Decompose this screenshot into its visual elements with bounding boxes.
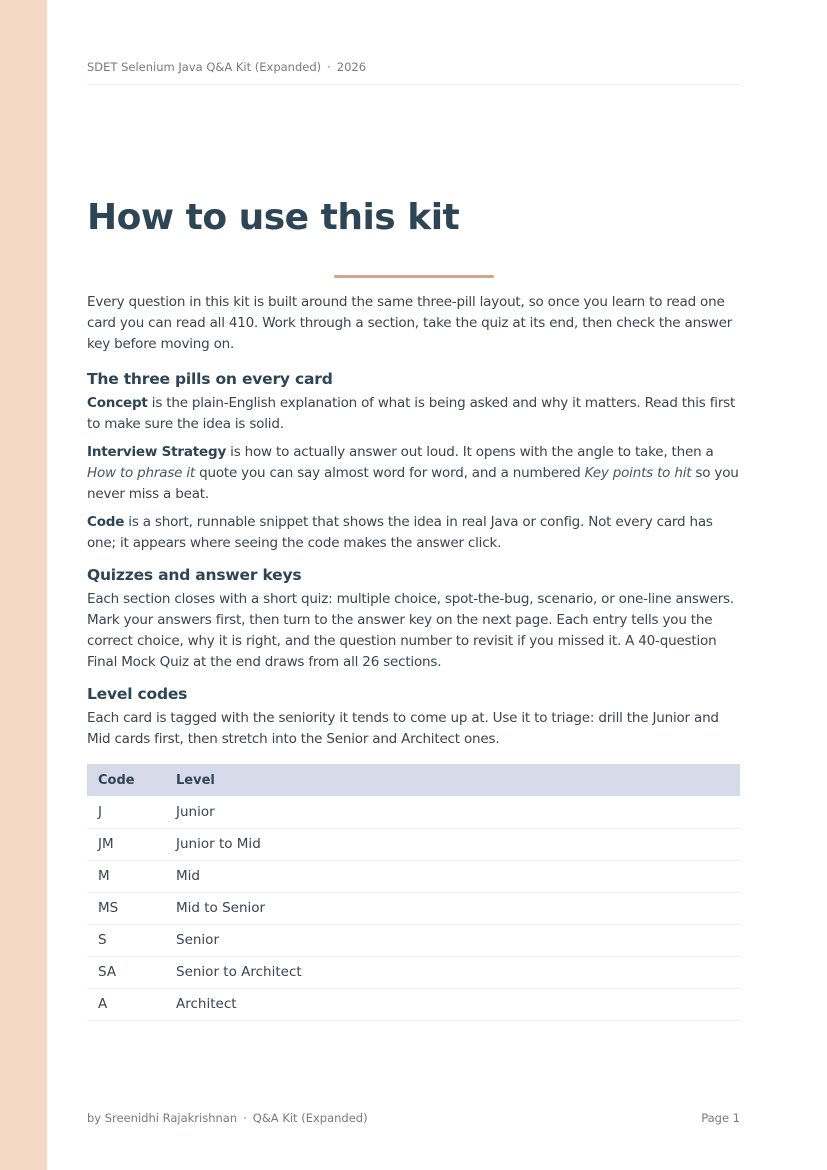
table-row [87,988,740,1020]
quizzes-heading: Quizzes and answer keys [87,566,302,584]
strategy-text-1: is how to actually answer out loud. It opens with the angle to take, then a [226,444,714,460]
table-row [87,924,740,956]
concept-paragraph [87,393,740,435]
level-codes-table [87,764,740,1021]
pills-heading: The three pills on every card [87,370,333,388]
phrase-label: How to phrase it [87,465,196,481]
table-row [87,892,740,924]
code-paragraph [87,512,740,554]
column-header-code: Code [87,764,165,796]
table-row [87,796,740,828]
level-code-cell: A [87,988,165,1020]
levels-section [87,684,740,1021]
concept-term: Concept [87,395,148,411]
footer-kit: Q&A Kit (Expanded) [252,1111,368,1125]
strategy-text-3: so you never miss a beat. [87,465,739,502]
header-separator: · [327,60,331,74]
level-name-cell: Junior to Mid [165,828,740,860]
table-row [87,956,740,988]
level-name-cell: Mid to Senior [165,892,740,924]
level-code-cell: J [87,796,165,828]
footer-author: by Sreenidhi Rajakrishnan [87,1111,238,1125]
strategy-term: Interview Strategy [87,444,227,460]
code-term: Code [87,514,125,530]
header-doc-title: SDET Selenium Java Q&A Kit (Expanded) [87,60,322,74]
intro-paragraph: Every question in this kit is built around the same three-pill layout, so once you learn to read one card you can read all 410. Work through a section, take the quiz at its end, then check the answer key before moving on. [87,294,733,352]
title-divider [334,275,494,278]
quizzes-section [87,565,740,673]
table-row [87,860,740,892]
level-name-cell: Senior [165,924,740,956]
code-text: is a short, runnable snippet that shows the idea in real Java or config. Not every card has one; it appears where seeing the code makes the answer click. [87,514,713,551]
points-label: Key points to hit [584,465,692,481]
level-name-cell: Mid [165,860,740,892]
levels-heading: Level codes [87,685,188,703]
footer-left [87,1111,368,1125]
running-header [87,60,740,85]
level-code-cell: JM [87,828,165,860]
level-code-cell: M [87,860,165,892]
levels-paragraph: Each card is tagged with the seniority it tends to come up at. Use it to triage: drill the Junior and Mid cards first, then stretch into the Senior and Architect ones. [87,710,719,747]
strategy-paragraph [87,442,740,505]
level-code-cell: S [87,924,165,956]
footer-separator: · [243,1111,247,1125]
table-row [87,828,740,860]
page-title: How to use this kit [87,197,460,238]
page-number: Page 1 [701,1111,740,1125]
main-content [87,292,740,1021]
header-year: 2026 [336,60,367,74]
side-accent-strip [0,0,47,1170]
pills-section [87,369,740,554]
level-name-cell: Junior [165,796,740,828]
strategy-text-2: quote you can say almost word for word, and a numbered [195,465,585,481]
level-name-cell: Senior to Architect [165,956,740,988]
level-name-cell: Architect [165,988,740,1020]
table-header-row [87,764,740,796]
concept-text: is the plain-English explanation of what is being asked and why it matters. Read this first to make sure the idea is solid. [87,395,736,432]
page [87,0,740,1170]
level-code-cell: MS [87,892,165,924]
column-header-level: Level [165,764,740,796]
quizzes-paragraph: Each section closes with a short quiz: multiple choice, spot-the-bug, scenario, or one-line answers. Mark your answers first, then turn to the answer key on the next page. Each entry tells you the correct choice, why it is right, and the question number to revisit if you missed it. A 40-question Final Mock Quiz at the end draws from all 26 sections. [87,591,734,670]
level-code-cell: SA [87,956,165,988]
